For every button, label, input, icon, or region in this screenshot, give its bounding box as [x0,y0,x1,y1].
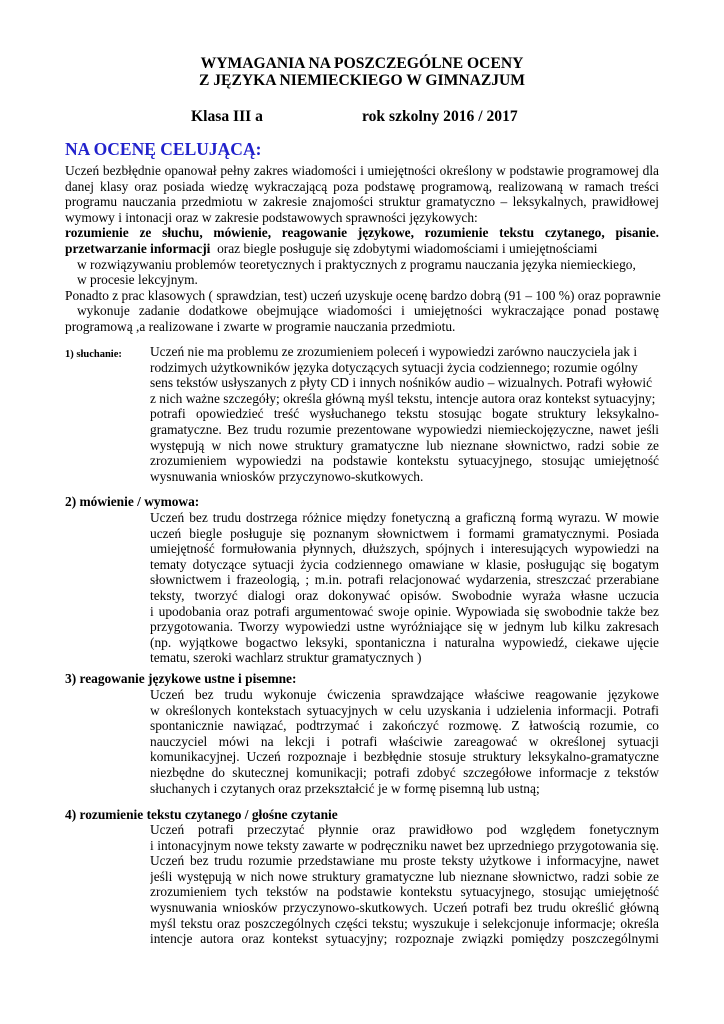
skills-list-bold: rozumienie ze słuchu, mówienie, reagowanie językowe, rozumienie tekstu czytanego, pisanie. [65,225,659,241]
text-line: w procesie lekcyjnym. [77,272,198,288]
grade-heading: NA OCENĘ CELUJĄCĄ: [65,139,262,159]
text-line: Uczeń bez trudu rozumie przedstawiane mu proste teksty użytkowe i informacyjne, nawet [150,853,659,869]
text-line: występują w nich nowe struktury gramatyczne lub nieznane słownictwo, radzi sobie ze [150,437,659,453]
section-body-speaking [150,510,659,666]
text-line: sens tekstów usłyszanych z płyty CD i innych nośników audio – wizualnych. Potrafi wyłowić [150,375,653,391]
class-label: Klasa III a [191,108,263,125]
text-line: wykonuje zadanie dodatkowe obejmujące wiadomości i umiejętności wykraczające ponad postawę [77,303,659,319]
section-body-reading [150,822,659,947]
text-line: Uczeń bez trudu wykonuje ćwiczenia sprawdzające właściwe reagowanie językowe [150,687,659,702]
text-line: intencje autora oraz kontekst sytuacyjny; rozpoznaje związki pomiędzy poszczególnymi [150,931,659,947]
text-line: w rozwiązywaniu problemów teoretycznych i praktycznych z programu nauczania języka niemieckiego, [77,256,636,272]
text-line: słownictwem i frazeologią, ; m.in. potrafi relacjonować wydarzenia, streszczać przerabiane [150,572,659,588]
text-line: słuchanych i czytanych oraz przekształcić je w formę pisemną lub ustną; [150,780,540,796]
section-heading-listening: 1) słuchanie: [65,349,122,360]
text-line: zrozumieniem tych tekstów na podstawie kontekstu sytuacyjnego, stosując umiejętność [150,884,659,900]
text-line: Ponadto z prac klasowych ( sprawdzian, test) uczeń uzyskuje ocenę bardzo dobrą (91 – 100 %) oraz poprawnie [65,287,661,303]
text-line: Uczeń nie ma problemu ze zrozumieniem poleceń i wypowiedzi zarówno nauczyciela jak i [150,344,638,359]
text-line: w określonych kontekstach sytuacyjnych w celu uzyskania i udzielenia informacji. Potrafi [150,702,659,718]
text-line: gramatyczne. Bez trudu rozumie prezentowane wypowiedzi niemieckojęzyczne, nawet jeśli [150,421,659,437]
text-line: jeśli występują w nich nowe struktury gramatyczne lub nieznane słownictwo, radzi sobie ze [150,868,659,884]
school-year-label: rok szkolny 2016 / 2017 [362,108,518,125]
text-line: i intonacyjnym nowe teksty zawarte w podręczniku nawet bez uprzedniego przygotowania się. [150,837,659,853]
text-line: tematu, szeroki wachlarz struktur gramatycznych ) [150,650,422,666]
section-body-reacting [150,687,659,796]
text-line: i upodobania oraz potrafi argumentować swoje opinie. Wypowiada się swobodnie także bez [150,603,659,619]
text-line: zrozumieniem wypowiedzi na podstawie kontekstu sytuacyjnego, stosując umiejętność [150,453,659,469]
text-line: przygotowania. Tworzy wypowiedzi ustne wyróżniające się w jednym lub kilku zakresach [150,619,659,635]
section-heading-speaking: 2) mówienie / wymowa: [65,494,200,509]
text-line: umiejętność formułowania płynnych, dłuższych, spójnych i interesujących wypowiedzi na [150,541,659,557]
text-line: Uczeń potrafi przeczytać płynnie oraz prawidłowo pod względem fonetycznym [150,822,659,837]
text-line: uczeń biegle posługuje się poznanym słownictwem i formami gramatycznymi. Posiada [150,525,659,541]
text-line: teksty, tworzyć dialogi oraz dokonywać opisów. Swobodnie wyraża własne uczucia [150,587,659,603]
text-line: Uczeń bezbłędnie opanował pełny zakres wiadomości i umiejętności określony w podstawie programowej dla [65,163,659,178]
text-line: programową ,a realizowane i zwarte w programie nauczania przedmiotu. [65,318,456,334]
text-line: myśl tekstu oraz poszczególnych części tekstu; wyszukuje i selekcjonuje informacje; określa [150,915,659,931]
skills-rest-text: oraz biegle posługuje się zdobytymi wiadomościami i umiejętnościami [210,240,598,256]
section-heading-reading: 4) rozumienie tekstu czytanego / głośne czytanie [65,807,338,822]
skills-bold-processing: przetwarzanie informacji [65,240,211,256]
text-line: komunikacyjnej. Uczeń rozpoznaje i bezbłędnie stosuje struktury leksykalno-gramatyczne [150,749,659,765]
text-line: wysnuwania wniosków przyczynowo-skutkowych. [150,468,424,484]
text-line: nauczyciel mówi na lekcji i potrafi właściwie zareagować w określonej sytuacji [150,733,659,749]
text-line: rodzimych użytkowników języka dotyczących sytuacji życia codziennego; rozumie ogólny [150,359,638,375]
intro-paragraph [65,163,659,335]
text-line: wymowy i intonacji oraz w zakresie podstawowych sprawności językowych: [65,209,478,225]
text-line: niezbędne do skutecznej komunikacji; potrafi zdobyć szczegółowe informacje z tekstów [150,764,659,780]
text-line: (np. wyjątkowe bogactwo leksyki, spontaniczna i naturalna wypowiedź, ciekawe ujęcie [150,634,659,650]
text-line: potrafi opowiedzieć treść wysłuchanego tekstu stosując bogate struktury leksykalno- [150,406,659,422]
text-line: tematy dotyczące sytuacji życia codziennego omawiane w klasie, posługując się bogatym [150,556,659,572]
document-title-line-1: WYMAGANIA NA POSZCZEGÓLNE OCENY [200,55,524,72]
text-line: danej klasy oraz posiada wiedzę wykraczającą poza podstawę programową, realizowaną w ramach treści [65,178,659,194]
document-title-line-2: Z JĘZYKA NIEMIECKIEGO W GIMNAZJUM [198,72,526,89]
text-line: Uczeń bez trudu dostrzega różnice między fonetyczną a graficzną formą wyrazu. W mowie [150,510,659,525]
text-line: programu nauczania przedmiotu w zakresie znajomości struktur gramatyczno – leksykalnych, prawidłowej [65,194,659,210]
section-heading-reacting: 3) reagowanie językowe ustne i pisemne: [65,671,297,686]
text-line: spontanicznie nawiązać, podtrzymać i zakończyć rozmowę. Z łatwością rozumie, co [150,718,659,734]
skills-line [65,241,659,257]
section-body-listening [150,344,659,484]
text-line: z nich ważne szczegóły; określa główną myśl tekstu, intencje autora oraz kontekst sytuacyjny; [150,390,656,406]
text-line: wysnuwania wniosków przyczynowo-skutkowych. Uczeń potrafi bez trudu określić główną [150,899,659,915]
